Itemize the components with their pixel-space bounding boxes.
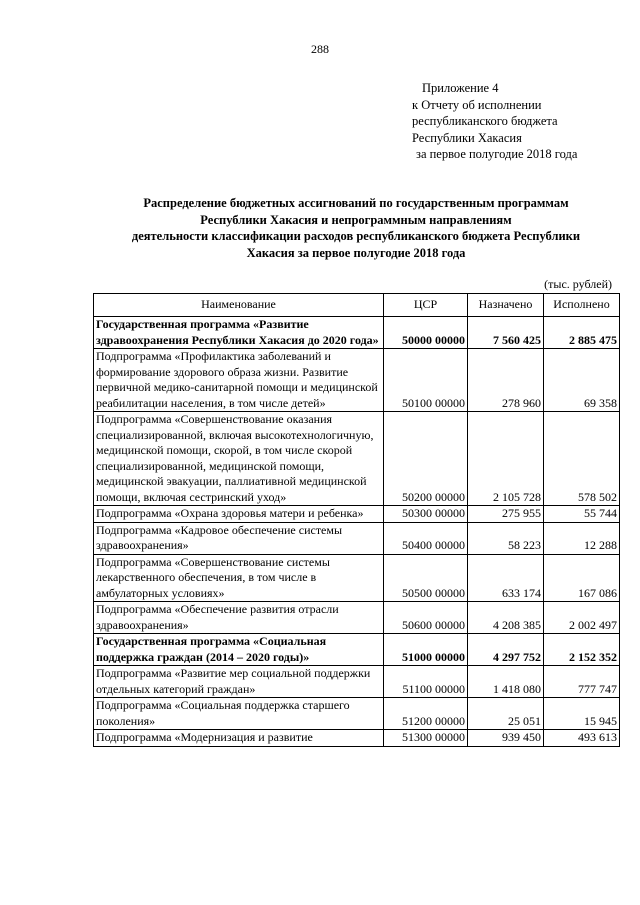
units-label: (тыс. рублей) <box>544 277 612 291</box>
appendix-line: за первое полугодие 2018 года <box>416 147 578 161</box>
row-name: Подпрограмма «Профилактика заболеваний и формирование здорового образа жизни. Развитие первичной медико-санитарной помощи и медицинской реабилитации населения, в том числе детей» <box>94 349 384 412</box>
table-row <box>94 602 620 634</box>
row-code: 50500 00000 <box>384 554 468 602</box>
header-assigned: Назначено <box>468 294 544 317</box>
row-name: Подпрограмма «Совершенствование системы лекарственного обеспечения, в том числе в амбулаторных условиях» <box>94 554 384 602</box>
row-name: Государственная программа «Социальная поддержка граждан (2014 – 2020 годы)» <box>94 634 384 666</box>
row-code: 51300 00000 <box>384 730 468 747</box>
header-code: ЦСР <box>384 294 468 317</box>
title-line: Хакасия за первое полугодие 2018 года <box>246 245 466 260</box>
title-line: Республики Хакасия и непрограммным направлениям <box>200 212 512 227</box>
row-executed: 2 002 497 <box>544 602 620 634</box>
row-executed: 777 747 <box>544 666 620 698</box>
row-executed: 12 288 <box>544 522 620 554</box>
row-executed: 15 945 <box>544 698 620 730</box>
row-name: Подпрограмма «Охрана здоровья матери и ребенка» <box>94 506 384 523</box>
appendix-line: республиканского бюджета <box>412 114 558 128</box>
row-executed: 2 152 352 <box>544 634 620 666</box>
appendix-line: Приложение 4 <box>422 81 499 95</box>
page-number: 288 <box>311 42 329 56</box>
row-assigned: 25 051 <box>468 698 544 730</box>
row-executed: 578 502 <box>544 412 620 506</box>
appendix-line: Республики Хакасия <box>412 130 522 145</box>
table-row <box>94 730 620 747</box>
row-code: 51100 00000 <box>384 666 468 698</box>
budget-table <box>93 293 620 747</box>
header-name: Наименование <box>94 294 384 317</box>
table-header-row <box>94 294 620 317</box>
row-executed: 2 885 475 <box>544 317 620 349</box>
row-executed: 55 744 <box>544 506 620 523</box>
row-name: Подпрограмма «Развитие мер социальной поддержки отдельных категорий граждан» <box>94 666 384 698</box>
row-executed: 69 358 <box>544 349 620 412</box>
row-code: 50400 00000 <box>384 522 468 554</box>
row-code: 50200 00000 <box>384 412 468 506</box>
document-title <box>96 195 616 261</box>
table-row <box>94 634 620 666</box>
row-assigned: 4 208 385 <box>468 602 544 634</box>
row-name: Подпрограмма «Обеспечение развития отрасли здравоохранения» <box>94 602 384 634</box>
table-row <box>94 506 620 523</box>
row-name: Подпрограмма «Социальная поддержка старшего поколения» <box>94 698 384 730</box>
row-assigned: 4 297 752 <box>468 634 544 666</box>
row-assigned: 2 105 728 <box>468 412 544 506</box>
row-name: Государственная программа «Развитие здравоохранения Республики Хакасия до 2020 года» <box>94 317 384 349</box>
row-assigned: 58 223 <box>468 522 544 554</box>
row-name: Подпрограмма «Кадровое обеспечение системы здравоохранения» <box>94 522 384 554</box>
row-assigned: 275 955 <box>468 506 544 523</box>
table-row <box>94 666 620 698</box>
table-row <box>94 698 620 730</box>
row-assigned: 7 560 425 <box>468 317 544 349</box>
row-code: 50100 00000 <box>384 349 468 412</box>
row-executed: 493 613 <box>544 730 620 747</box>
title-line: Распределение бюджетных ассигнований по государственным программам <box>143 196 569 210</box>
title-line: деятельности классификации расходов республиканского бюджета Республики <box>131 229 581 243</box>
table-body <box>94 317 620 747</box>
row-name: Подпрограмма «Совершенствование оказания специализированной, включая высокотехнологичную, медицинской помощи, скорой, в том числе скорой специализированной, медицинской помощи, медицинской эвакуации, паллиативной медицинской помощи, включая сестринский уход» <box>94 412 384 506</box>
row-code: 50300 00000 <box>384 506 468 523</box>
appendix-line: к Отчету об исполнении <box>412 97 542 112</box>
row-code: 50000 00000 <box>384 317 468 349</box>
row-assigned: 278 960 <box>468 349 544 412</box>
row-code: 51000 00000 <box>384 634 468 666</box>
table-row <box>94 554 620 602</box>
row-code: 50600 00000 <box>384 602 468 634</box>
row-code: 51200 00000 <box>384 698 468 730</box>
row-executed: 167 086 <box>544 554 620 602</box>
row-name: Подпрограмма «Модернизация и развитие <box>94 730 384 747</box>
header-executed: Исполнено <box>544 294 620 317</box>
row-assigned: 633 174 <box>468 554 544 602</box>
row-assigned: 939 450 <box>468 730 544 747</box>
table-row <box>94 522 620 554</box>
row-assigned: 1 418 080 <box>468 666 544 698</box>
table-row <box>94 317 620 349</box>
table-row <box>94 349 620 412</box>
appendix-note <box>412 80 577 163</box>
table-row <box>94 412 620 506</box>
